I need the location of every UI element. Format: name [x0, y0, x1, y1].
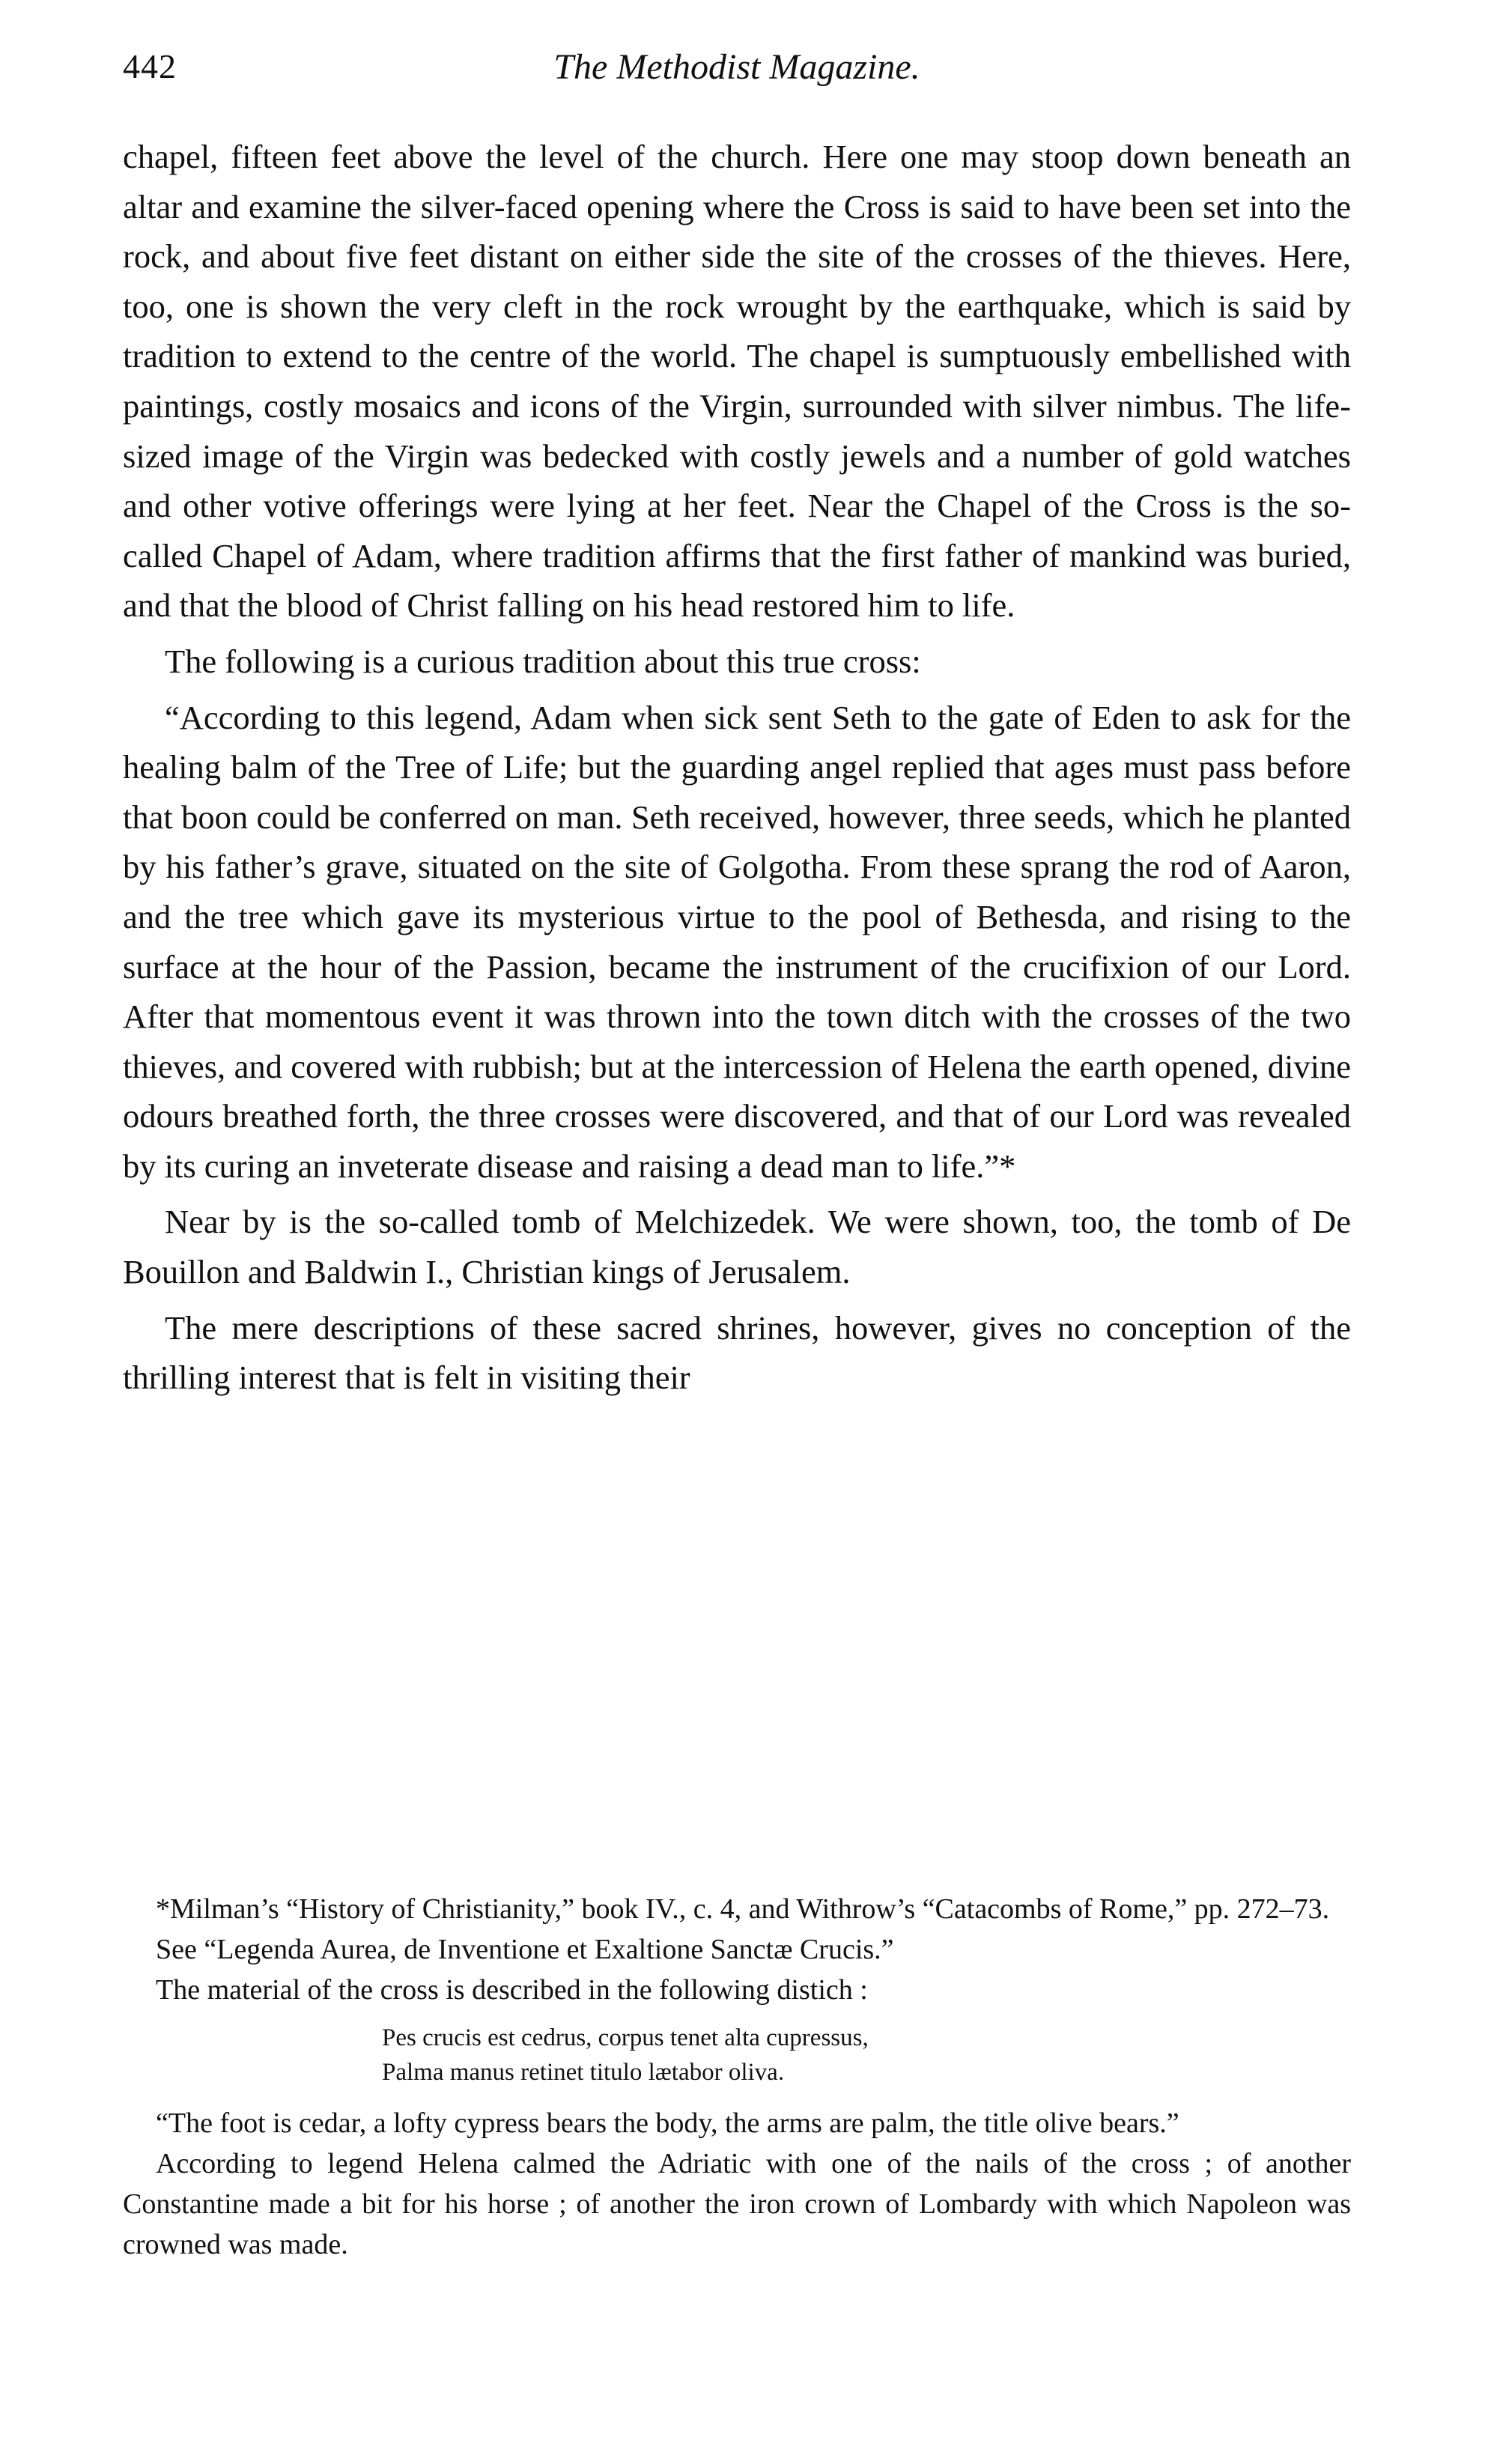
footnotes — [123, 1889, 1351, 2265]
paragraph-shrines: The mere descriptions of these sacred shrines, however, gives no conception of the thrilling interest that is felt in visiting their — [123, 1308, 1351, 1397]
paragraph-legend-quote: “According to this legend, Adam when sick sent Seth to the gate of Eden to ask for the healing balm of the Tree of Life; but the guarding angel replied that ages must pass before that boon could be conferred on man. Seth received, however, three seeds, which he planted by his father’s grave, situated on the site of Golgotha. From these sprang the rod of Aaron, and the tree which gave its mysterious virtue to the pool of Bethesda, and rising to the surface at the hour of the Passion, became the instrument of the crucifixion of our Lord. After that momentous event it was thrown into the town ditch with the crosses of the two thieves, and covered with rubbish; but at the intercession of Helena the earth opened, divine odours breathed forth, the three crosses were discovered, and that of our Lord was revealed by its curing an inveterate disease and raising a dead man to life.”* — [123, 698, 1351, 1185]
running-header — [123, 46, 1351, 106]
footnote-milman: *Milman’s “History of Christianity,” book IV., c. 4, and Withrow’s “Catacombs of Rome,” pp. 272–73. — [156, 1893, 1330, 1925]
footnote-legenda-aurea: See “Legenda Aurea, de Inventione et Exaltione Sanctæ Crucis.” — [156, 1934, 894, 1965]
paragraph-chapel: chapel, fifteen feet above the level of the church. Here one may stoop down beneath an altar and examine the silver-faced opening where the Cross is said to have been set into the rock, and about five feet distant on either side the site of the crosses of the thieves. Here, too, one is shown the very cleft in the rock wrought by the earthquake, which is said by tradition to extend to the centre of the world. The chapel is sumptuously embellished with paintings, costly mosaics and icons of the Virgin, surrounded with silver nimbus. The life-sized image of the Virgin was bedecked with costly jewels and a number of gold watches and other votive offerings were lying at her feet. Near the Chapel of the Cross is the so-called Chapel of Adam, where tradition affirms that the first father of mankind was buried, and that the blood of Christ falling on his head restored him to life. — [123, 138, 1351, 625]
footnote-nails-legend: According to legend Helena calmed the Adriatic with one of the nails of the cross ; of another Constantine made a bit for his horse ; of another the iron crown of Lombardy with which Napoleon was crowned was made. — [123, 2148, 1351, 2260]
verse-line: Pes crucis est cedrus, corpus tenet alta cupressus, — [382, 2024, 869, 2051]
main-text — [123, 132, 1351, 1409]
paragraph-melchizedek: Near by is the so-called tomb of Melchizedek. We were shown, too, the tomb of De Bouillon and Baldwin I., Christian kings of Jerusalem. — [123, 1203, 1351, 1291]
footnote-translation: “The foot is cedar, a lofty cypress bears the body, the arms are palm, the title olive bears.” — [156, 2108, 1179, 2139]
footnote-distich-intro: The material of the cross is described in the following distich : — [156, 1974, 868, 2006]
page-number: 442 — [123, 47, 177, 85]
latin-distich — [382, 2021, 1351, 2090]
running-title: The Methodist Magazine. — [553, 47, 920, 87]
paragraph-tradition-intro: The following is a curious tradition about this true cross: — [165, 642, 921, 680]
verse-line: Palma manus retinet titulo lætabor oliva. — [382, 2059, 785, 2086]
